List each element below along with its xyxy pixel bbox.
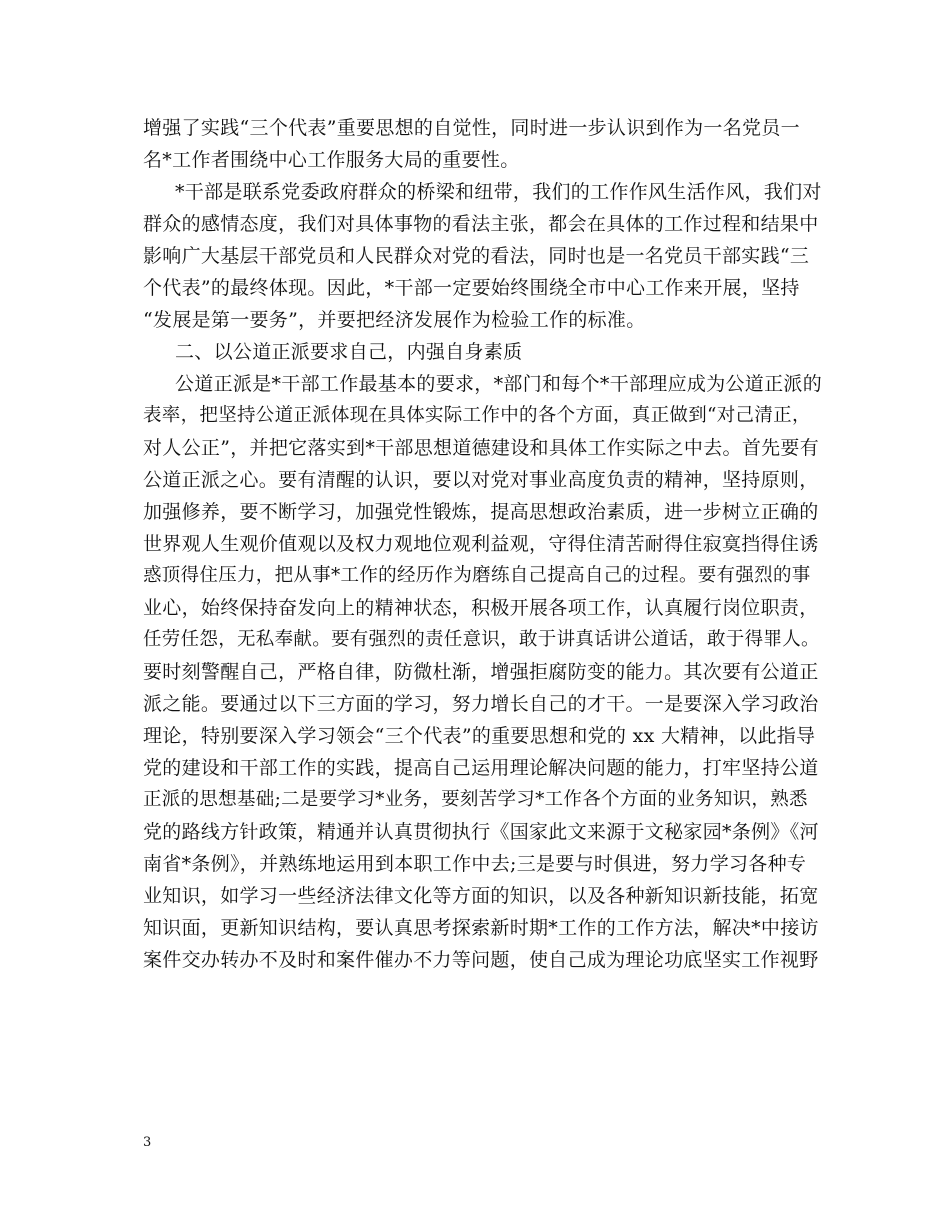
- text-line: 对人公正”，并把它落实到*干部思想道德建设和具体工作实际之中去。首先要有: [143, 437, 820, 459]
- text-line: 个代表”的最终体现。因此，*干部一定要始终围绕全市中心工作来开展，坚持: [143, 277, 800, 299]
- text-line: 党的路线方针政策，精通并认真贯彻执行《国家此文来源于文秘家园*条例》《河: [143, 821, 819, 843]
- text-line: 理论，特别要深入学习领会“三个代表”的重要思想和党的 xx 大精神，以此指导: [143, 725, 816, 747]
- text-line: 表率，把坚持公道正派体现在具体实际工作中的各个方面，真正做到“对己清正，: [143, 405, 811, 426]
- text-line: 加强修养，要不断学习，加强党性锻炼，提高思想政治素质，进一步树立正确的: [143, 501, 819, 523]
- text-line: 知识面，更新知识结构，要认真思考探索新时期*工作的工作方法，解决*中接访: [143, 917, 819, 939]
- text-line: 世界观人生观价值观以及权力观地位观利益观，守得住清苦耐得住寂寞挡得住诱: [143, 533, 819, 555]
- text-line: *干部是联系党委政府群众的桥梁和纽带，我们的工作作风生活作风，我们对: [175, 181, 822, 203]
- page-number: 3: [143, 1135, 152, 1150]
- text-line: “发展是第一要务”，并要把经济发展作为检验工作的标准。: [143, 309, 646, 331]
- text-line: 影响广大基层干部党员和人民群众对党的看法，同时也是一名党员干部实践“三: [143, 245, 810, 267]
- text-line: 南省*条例》，并熟练地运用到本职工作中去;三是要与时俱进，努力学习各种专: [143, 853, 807, 875]
- text-line: 群众的感情态度，我们对具体事物的看法主张，都会在具体的工作过程和结果中: [143, 213, 819, 235]
- text-line: 派之能。要通过以下三方面的学习，努力增长自己的才干。一是要深入学习政治: [143, 693, 819, 715]
- text-line: 惑顶得住压力，把从事*工作的经历作为磨练自己提高自己的过程。要有强烈的事: [143, 565, 811, 586]
- text-line: 二、以公道正派要求自己，内强自身素质: [175, 341, 523, 363]
- body-text: [143, 112, 823, 976]
- text-line: 案件交办转办不及时和案件催办不力等问题，使自己成为理论功底坚实工作视野: [143, 949, 819, 971]
- text-line: 业心，始终保持奋发向上的精神状态，积极开展各项工作，认真履行岗位职责，: [143, 597, 819, 619]
- text-line: 要时刻警醒自己，严格自律，防微杜渐，增强拒腐防变的能力。其次要有公道正: [143, 661, 819, 683]
- text-line: 正派的思想基础;二是要学习*业务，要刻苦学习*工作各个方面的业务知识，熟悉: [143, 789, 808, 810]
- text-line: 业知识，如学习一些经济法律文化等方面的知识，以及各种新知识新技能，拓宽: [143, 885, 819, 907]
- text-line: 任劳任怨，无私奉献。要有强烈的责任意识，敢于讲真话讲公道话，敢于得罪人。: [143, 629, 820, 650]
- text-line: 名*工作者围绕中心工作服务大局的重要性。: [143, 149, 520, 171]
- text-line: 党的建设和干部工作的实践，提高自己运用理论解决问题的能力，打牢坚持公道: [143, 757, 819, 779]
- text-line: 公道正派之心。要有清醒的认识，要以对党对事业高度负责的精神，坚持原则，: [143, 469, 819, 491]
- text-line: 公道正派是*干部工作最基本的要求，*部门和每个*干部理应成为公道正派的: [175, 373, 823, 395]
- text-line: 增强了实践“三个代表”重要思想的自觉性，同时进一步认识到作为一名党员一: [143, 117, 800, 139]
